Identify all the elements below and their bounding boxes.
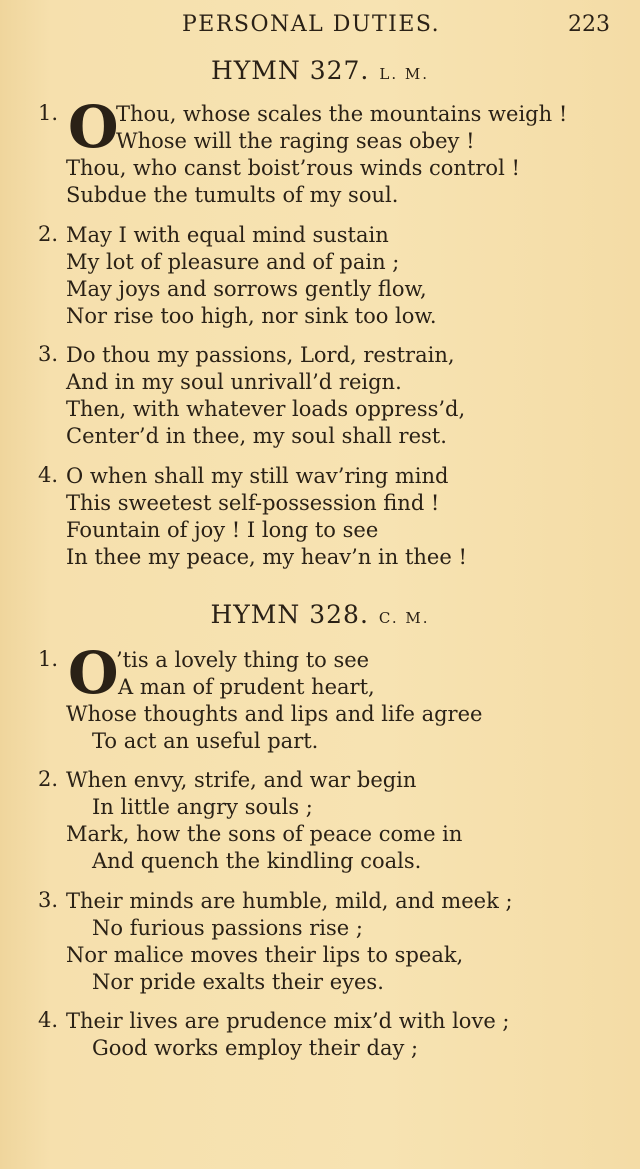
verse-line: Mark, how the sons of peace come in (66, 822, 463, 846)
verse-line: No furious passions rise ; (92, 916, 363, 940)
running-head: PERSONAL DUTIES. (182, 12, 441, 37)
verse-line: O when shall my still wav’ring mind (66, 464, 449, 488)
stanza-number: 2. (38, 222, 59, 246)
verse-line: When envy, strife, and war begin (66, 768, 417, 792)
hymn-title: HYMN 328. (210, 600, 369, 629)
verse-line: My lot of pleasure and of pain ; (66, 250, 400, 274)
hymn-title: HYMN 327. (210, 56, 370, 85)
verse-line: To act an useful part. (92, 729, 319, 753)
verse-line: ’tis a lovely thing to see (116, 648, 370, 672)
stanza-number: 3. (38, 342, 59, 366)
page-header (0, 10, 640, 42)
verse-line: Whose thoughts and lips and life agree (66, 702, 483, 726)
verse-line: Their minds are humble, mild, and meek ; (66, 889, 513, 913)
verse-line: This sweetest self-possession find ! (66, 491, 440, 515)
drop-cap: O (68, 93, 119, 161)
stanza-number: 3. (38, 888, 59, 912)
stanza-number: 2. (38, 767, 59, 791)
verse-line: In little angry souls ; (92, 795, 313, 819)
verse-line: Nor rise too high, nor sink too low. (66, 304, 437, 328)
hymn-328-heading (0, 600, 640, 629)
verse-line: And quench the kindling coals. (92, 849, 422, 873)
verse-line: Center’d in thee, my soul shall rest. (66, 424, 447, 448)
hymn-meter: C. M. (378, 609, 430, 627)
page-number: 223 (568, 12, 610, 37)
hymn-meter: L. M. (379, 65, 429, 83)
hymn-327-heading (0, 56, 640, 85)
verse-line: And in my soul unrivall’d reign. (66, 370, 402, 394)
verse-line: Thou, who canst boist’rous winds control ! (66, 156, 520, 180)
drop-cap: O (68, 639, 119, 707)
verse-line: Subdue the tumults of my soul. (66, 183, 399, 207)
verse-line: May joys and sorrows gently flow, (66, 277, 427, 301)
verse-line: Then, with whatever loads oppress’d, (66, 397, 466, 421)
verse-line: Fountain of joy ! I long to see (66, 518, 379, 542)
verse-line: Thou, whose scales the mountains weigh ! (116, 102, 568, 126)
verse-line: A man of prudent heart, (118, 675, 375, 699)
stanza-number: 4. (38, 463, 59, 487)
verse-line: In thee my peace, my heav’n in thee ! (66, 545, 467, 569)
stanza-number: 1. (38, 647, 59, 671)
verse-line: Nor pride exalts their eyes. (92, 970, 384, 994)
verse-line: Good works employ their day ; (92, 1036, 419, 1060)
stanza-number: 1. (38, 101, 59, 125)
stanza-number: 4. (38, 1008, 59, 1032)
verse-line: Do thou my passions, Lord, restrain, (66, 343, 455, 367)
verse-line: Their lives are prudence mix’d with love ; (66, 1009, 510, 1033)
verse-line: May I with equal mind sustain (66, 223, 389, 247)
verse-line: Nor malice moves their lips to speak, (66, 943, 464, 967)
verse-line: Whose will the raging seas obey ! (116, 129, 475, 153)
